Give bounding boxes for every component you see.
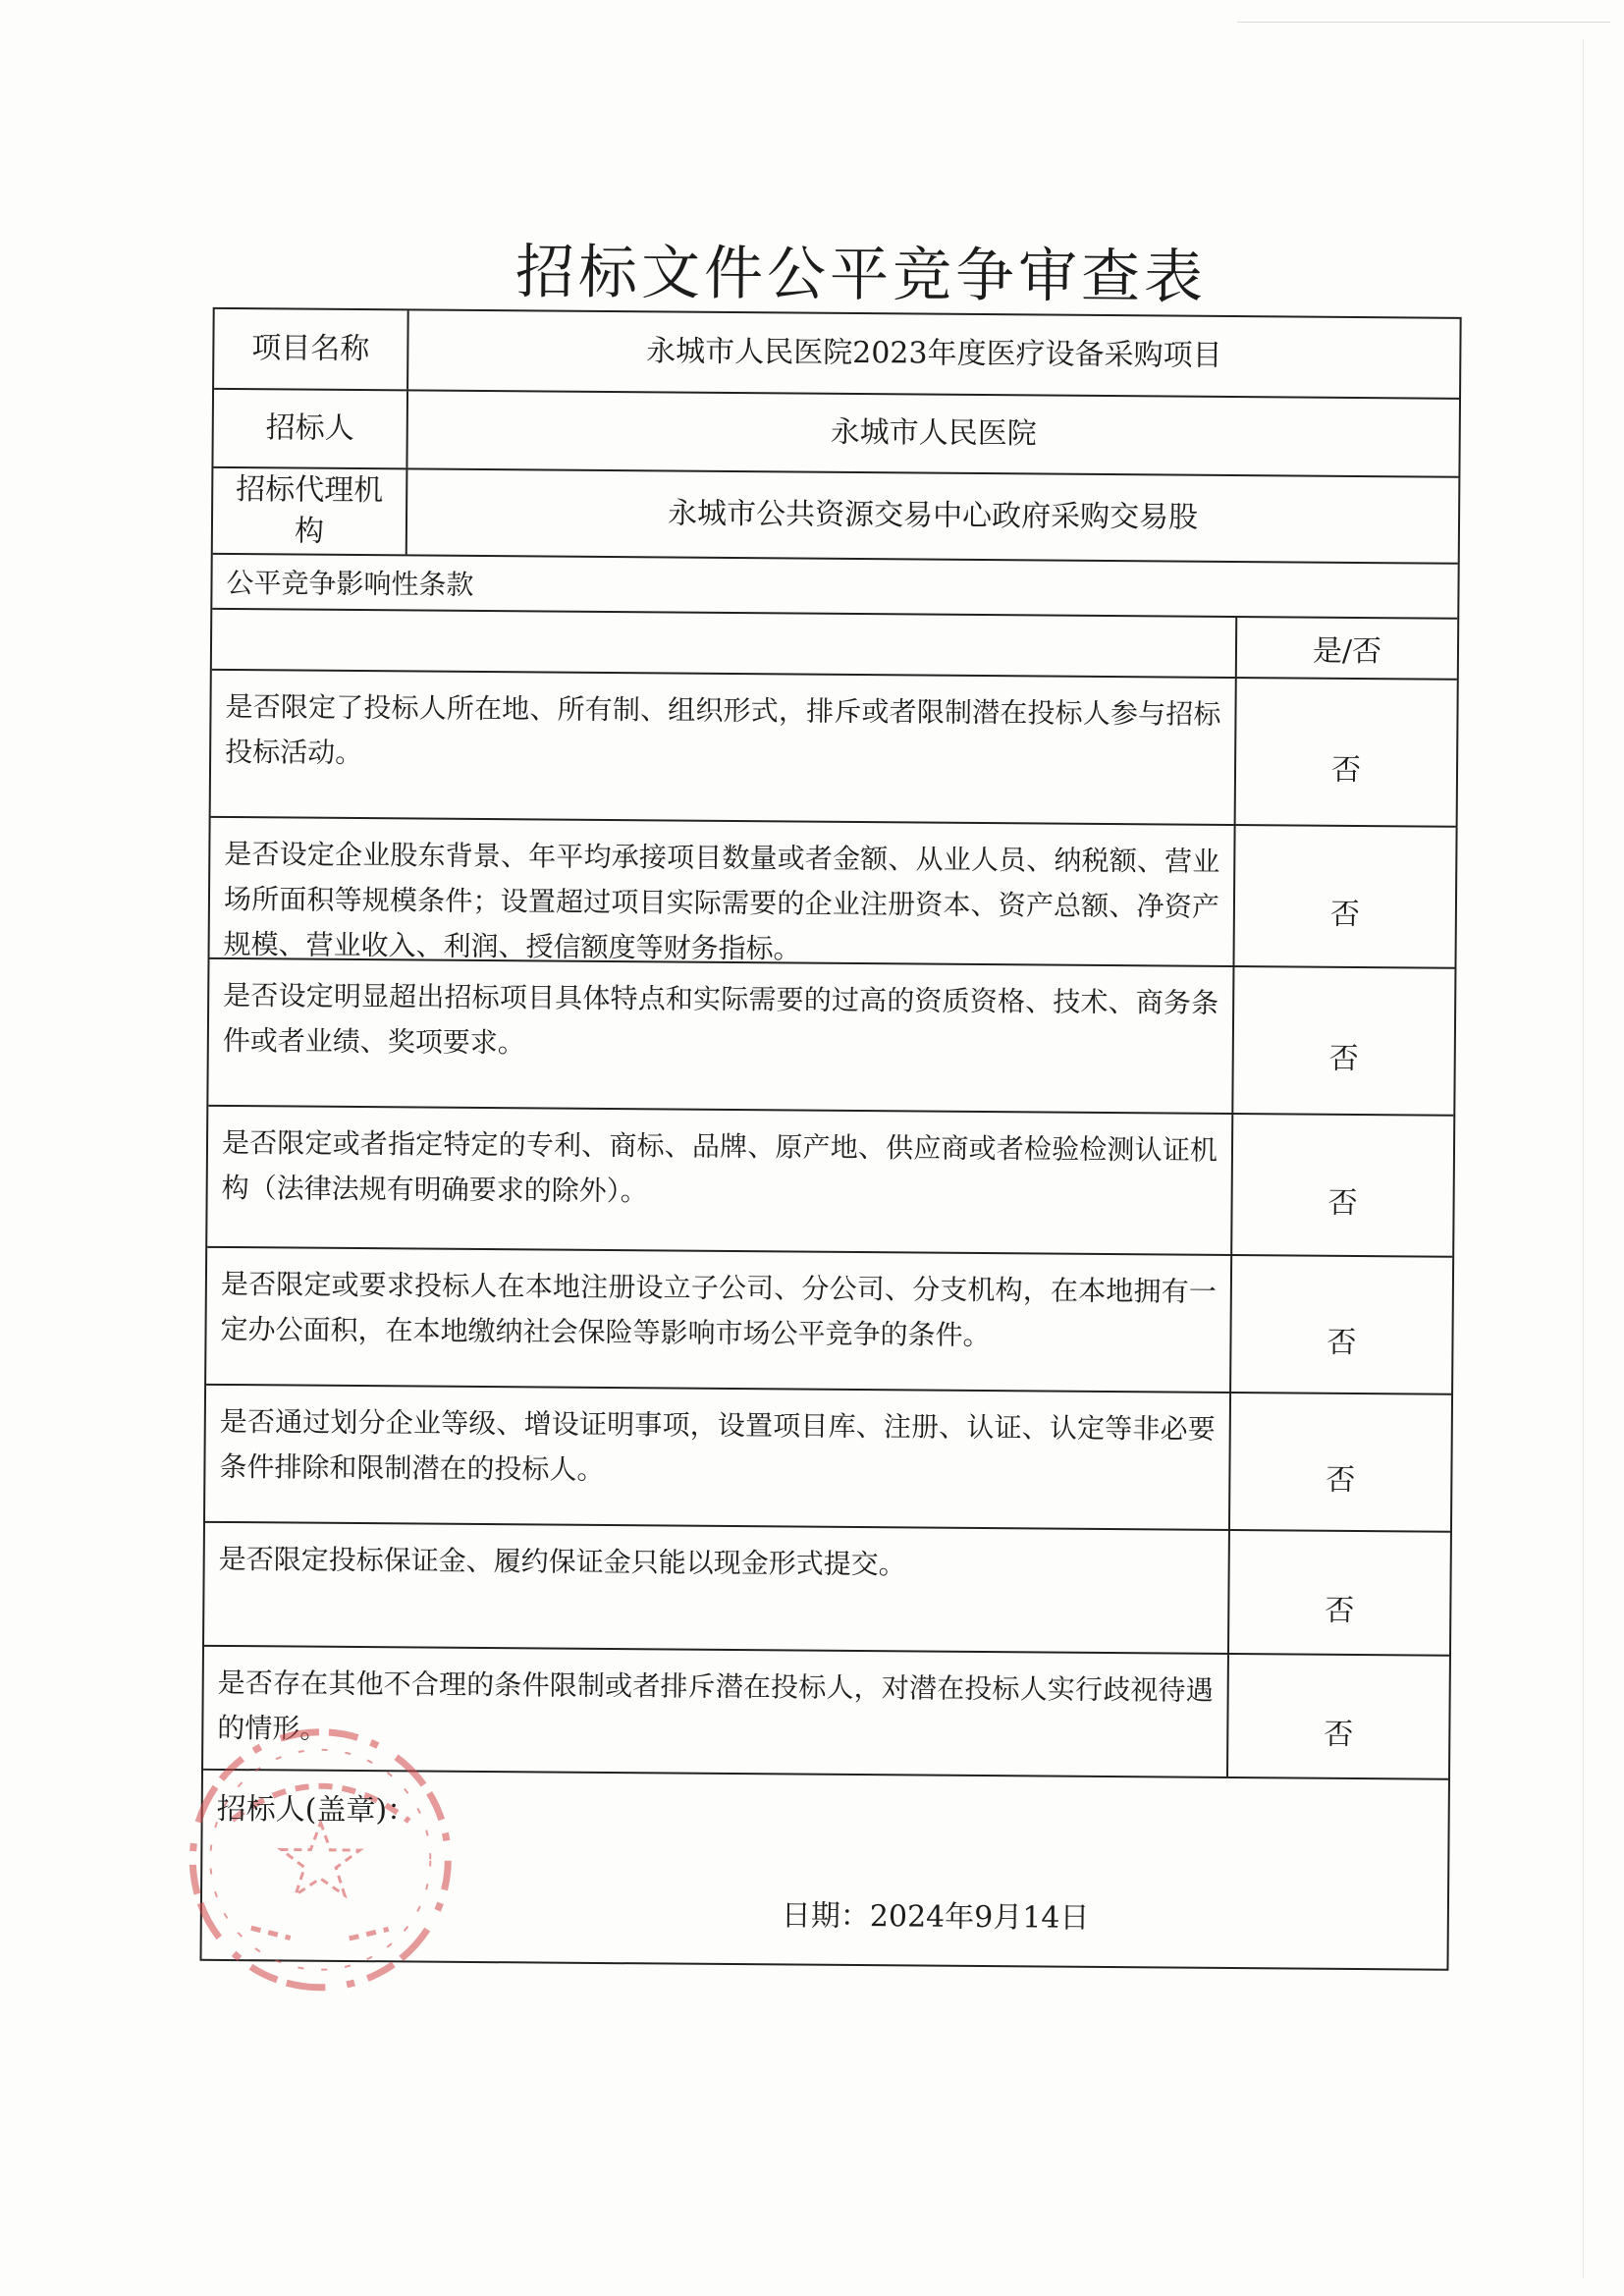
agent-row <box>213 468 1459 565</box>
signing-date: 日期：2024年9月14日 <box>781 1898 1090 1936</box>
bidder-label: 招标人 <box>213 390 408 468</box>
review-form <box>180 231 1530 2068</box>
bidder-row <box>213 390 1459 478</box>
signature-row <box>202 1771 1448 1969</box>
clause-row <box>209 818 1455 969</box>
clause-row <box>207 1107 1453 1258</box>
clause-answer: 否 <box>1329 897 1361 933</box>
clause-answer: 否 <box>1326 1462 1356 1499</box>
clause-answer: 否 <box>1327 1185 1358 1222</box>
bidder-value: 永城市人民医院 <box>830 414 1037 452</box>
clause-answer: 否 <box>1326 1325 1357 1361</box>
header-blank-cell <box>212 610 1237 677</box>
project-name-row <box>214 309 1460 400</box>
clause-text: 是否限定了投标人所在地、所有制、组织形式，排斥或者限制潜在投标人参与招标投标活动。 <box>211 671 1237 824</box>
clause-answer: 否 <box>1325 1593 1355 1629</box>
review-table <box>199 307 1461 1971</box>
clause-text: 是否限定或者指定特定的专利、商标、品牌、原产地、供应商或者检验检测认证机构（法律法规有明确要求的除外）。 <box>207 1107 1233 1254</box>
clause-row <box>205 1386 1451 1533</box>
project-name-label: 项目名称 <box>214 309 409 390</box>
clause-answer: 否 <box>1330 752 1362 789</box>
clause-text: 是否设定企业股东背景、年平均承接项目数量或者金额、从业人员、纳税额、营业场所面积等规模条件；设置超过项目实际需要的企业注册资本、资产总额、净资产规模、营业收入、利润、授信额度等财务指标。 <box>210 818 1236 965</box>
clause-answer: 否 <box>1324 1717 1354 1753</box>
answer-header: 是/否 <box>1312 633 1382 670</box>
clause-text: 是否限定投标保证金、履约保证金只能以现金形式提交。 <box>204 1523 1230 1653</box>
project-name-value: 永城市人民医院2023年度医疗设备采购项目 <box>646 334 1222 373</box>
clause-row <box>204 1523 1450 1657</box>
answer-header-row <box>212 610 1457 681</box>
clause-answer: 否 <box>1328 1041 1359 1077</box>
page-title: 招标文件公平竞争审查表 <box>514 238 1208 312</box>
bidder-seal-label: 招标人(盖章)： <box>216 1791 417 1829</box>
clause-row <box>206 1248 1452 1395</box>
agent-value: 永城市公共资源交易中心政府采购交易股 <box>667 496 1199 535</box>
agent-label: 招标代理机构 <box>213 468 408 555</box>
clause-text: 是否设定明显超出招标项目具体特点和实际需要的过高的资质资格、技术、商务条件或者业绩、奖项要求。 <box>208 959 1234 1113</box>
clause-text: 是否存在其他不合理的条件限制或者排斥潜在投标人，对潜在投标人实行歧视待遇的情形。 <box>203 1647 1229 1777</box>
clause-text: 是否限定或要求投标人在本地注册设立子公司、分公司、分支机构，在本地拥有一定办公面积，在本地缴纳社会保险等影响市场公平竞争的条件。 <box>206 1248 1232 1392</box>
clause-row <box>208 959 1454 1117</box>
section-title: 公平竞争影响性条款 <box>212 555 1457 620</box>
scan-edge-line-right <box>1583 39 1584 2278</box>
scan-edge-line-top <box>1237 22 1610 23</box>
red-seal-stamp <box>172 1712 468 2008</box>
clause-text: 是否通过划分企业等级、增设证明事项，设置项目库、注册、认证、认定等非必要条件排除和限制潜在的投标人。 <box>205 1386 1231 1529</box>
clause-row <box>211 671 1457 828</box>
